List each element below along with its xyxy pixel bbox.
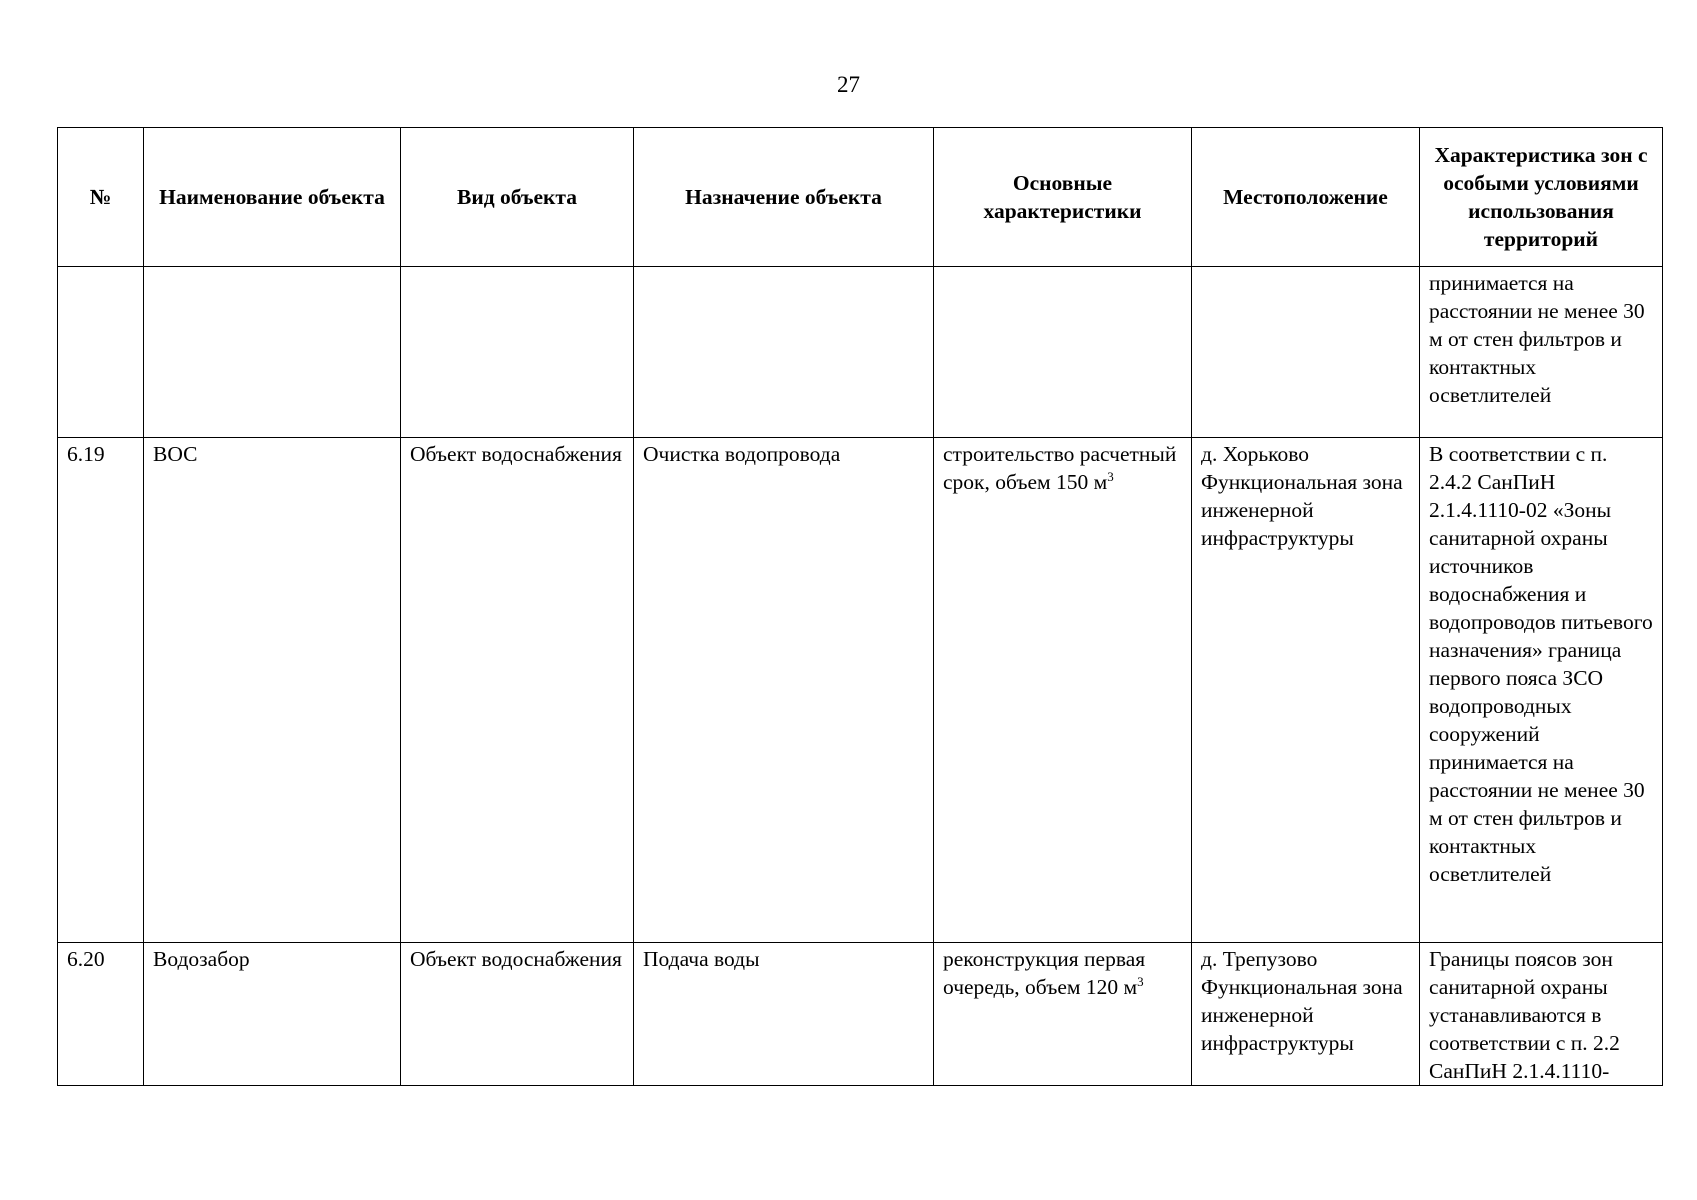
header-zones: Характеристика зон с особыми условиями использования территорий [1420, 128, 1663, 267]
header-object-name: Наименование объекта [144, 128, 401, 267]
cell-purpose [634, 267, 934, 438]
header-object-type: Вид объекта [401, 128, 634, 267]
cell-name: ВОС [144, 438, 401, 943]
cell-number: 6.20 [58, 943, 144, 1086]
objects-table [57, 127, 1663, 1086]
cell-zones: Границы поясов зон санитарной охраны устанавливаются в соответствии с п. 2.2 СанПиН 2.1.4.1110- [1420, 943, 1663, 1086]
header-location: Местоположение [1192, 128, 1420, 267]
superscript: 3 [1107, 468, 1114, 484]
cell-characteristics [934, 943, 1192, 1086]
cell-purpose: Подача воды [634, 943, 934, 1086]
table-row-continuation [58, 267, 1663, 438]
cell-number [58, 267, 144, 438]
cell-zones: В соответствии с п. 2.4.2 СанПиН 2.1.4.1110-02 «Зоны санитарной охраны источников водоснабжения и водопроводов питьевого назначения» граница первого пояса ЗСО водопроводных сооружений принимается на расстоянии не менее 30 м от стен фильтров и контактных осветлителей [1420, 438, 1663, 943]
table-row [58, 943, 1663, 1086]
cell-type: Объект водоснабжения [401, 943, 634, 1086]
characteristics-text: реконструкция первая очередь, объем 120 м [943, 947, 1146, 999]
superscript: 3 [1137, 973, 1144, 989]
cell-name: Водозабор [144, 943, 401, 1086]
header-main-characteristics: Основные характеристики [934, 128, 1192, 267]
table-row [58, 438, 1663, 943]
cell-purpose: Очистка водопровода [634, 438, 934, 943]
cell-zones: принимается на расстоянии не менее 30 м от стен фильтров и контактных осветлителей [1420, 267, 1663, 438]
cell-location: д. Трепузово Функциональная зона инженерной инфраструктуры [1192, 943, 1420, 1086]
header-number: № [58, 128, 144, 267]
header-object-purpose: Назначение объекта [634, 128, 934, 267]
cell-type: Объект водоснабжения [401, 438, 634, 943]
cell-location: д. Хорьково Функциональная зона инженерной инфраструктуры [1192, 438, 1420, 943]
table-header-row [58, 128, 1663, 267]
characteristics-text: строительство расчетный срок, объем 150 м [943, 442, 1177, 494]
page-number: 27 [837, 72, 860, 97]
cell-name [144, 267, 401, 438]
cell-characteristics [934, 267, 1192, 438]
cell-type [401, 267, 634, 438]
cell-location [1192, 267, 1420, 438]
cell-number: 6.19 [58, 438, 144, 943]
cell-characteristics [934, 438, 1192, 943]
